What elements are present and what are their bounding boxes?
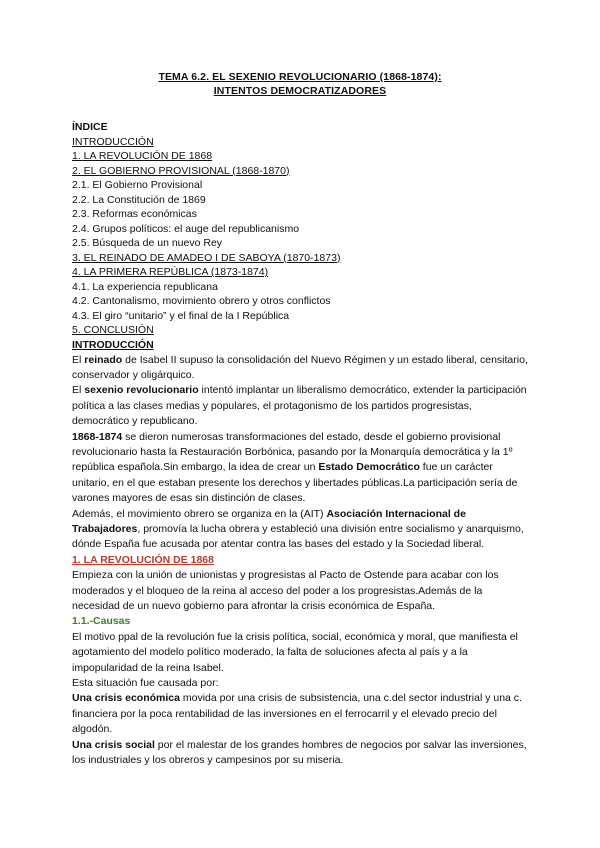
toc-item[interactable]: INTRODUCCIÓN xyxy=(72,135,154,148)
section-1-paragraph-1: Empieza con la unión de unionistas y progresistas al Pacto de Ostende para acabar con los moderados y el bloqueo de la reina al acceso del poder a los progresistas.Además de la necesidad de un nuevo gobierno para afrontar la crisis económica de España. xyxy=(72,569,499,612)
toc-item[interactable]: 2.5. Búsqueda de un nuevo Rey xyxy=(72,237,223,249)
index-heading: ÍNDICE xyxy=(72,121,108,133)
economic-crisis-paragraph: Una crisis económica movida por una crisis de subsistencia, una c.del sector industrial y una c. financiera por la poca rentabilidad de las inversiones en el ferrocarril y el elevado precio del algodón. xyxy=(72,692,522,736)
toc-item[interactable]: 2.1. El Gobierno Provisional xyxy=(72,179,203,191)
causes-paragraph-1: El motivo ppal de la revolución fue la crisis política, social, económica y moral, que manifiesta el agotamiento del modelo político moderado, la falta de soluciones afecta al país y a la impopularidad de la reina Isabel. xyxy=(72,630,518,674)
section-1-heading: 1. LA REVOLUCIÓN DE 1868 xyxy=(72,553,214,566)
toc-item[interactable]: 2.2. La Constitución de 1869 xyxy=(72,193,206,206)
intro-paragraph-4: Además, el movimiento obrero se organiza en la (AIT) Asociación Internacional de Trabajadores, promovía la lucha obrera y estableció una división entre socialismo y anarquismo, dónde España fue acusada por atentar contra las bases del estado y la Sociedad liberal. xyxy=(72,507,524,551)
toc-item[interactable]: 4.2. Cantonalismo, movimiento obrero y otros conflictos xyxy=(72,295,331,307)
intro-paragraph-2: El sexenio revolucionario intentó implantar un liberalismo democrático, extender la participación política a las clases medias y populares, el protagonismo de los partidos progresistas, democrático y republicano. xyxy=(72,384,527,428)
intro-heading: INTRODUCCIÓN xyxy=(72,338,154,351)
toc-item[interactable]: 5. CONCLUSIÓN xyxy=(72,324,154,336)
toc-item[interactable]: 2.4. Grupos políticos: el auge del republicanismo xyxy=(72,222,300,235)
intro-paragraph-1: El reinado de Isabel II supuso la consolidación del Nuevo Régimen y un estado liberal, censitario, conservador y oligárquico. xyxy=(72,353,528,381)
table-of-contents xyxy=(72,135,528,338)
toc-item[interactable]: 2.3. Reformas económicas xyxy=(72,208,197,220)
toc-item[interactable]: 3. EL REINADO DE AMADEO I DE SABOYA (1870-1873) xyxy=(72,251,341,264)
title-line-2: INTENTOS DEMOCRATIZADORES xyxy=(213,85,387,97)
toc-item[interactable]: 4.3. El giro “unitario” y el final de la I República xyxy=(72,309,290,322)
causes-paragraph-2: Esta situación fue causada por: xyxy=(72,677,219,690)
title-line-1: TEMA 6.2. EL SEXENIO REVOLUCIONARIO (1868-1874): xyxy=(158,71,442,83)
toc-item[interactable]: 4. LA PRIMERA REPÚBLICA (1873-1874) xyxy=(72,266,269,278)
intro-paragraph-3: 1868-1874 se dieron numerosas transformaciones del estado, desde el gobierno provisional revolucionario hasta la Restauración Borbónica, pasando por la Monarquía democrática y la 1º república española.Sin embargo, la idea de crear un Estado Democrático fue un carácter unitario, en el que estaban presente los derechos y libertades públicas.La participación sería de varones mayores de esas sin distinción de clases. xyxy=(72,430,518,505)
document-title xyxy=(72,70,528,98)
social-crisis-paragraph: Una crisis social por el malestar de los grandes hombres de negocios por salvar las inversiones, los industriales y los obreros y campesinos por su miseria. xyxy=(72,738,527,767)
toc-item[interactable]: 1. LA REVOLUCIÓN DE 1868 xyxy=(72,150,213,162)
causes-subheading: 1.1.-Causas xyxy=(72,615,131,628)
document-page xyxy=(72,70,528,768)
toc-item[interactable]: 2. EL GOBIERNO PROVISIONAL (1868-1870) xyxy=(72,164,290,177)
toc-item[interactable]: 4.1. La experiencia republicana xyxy=(72,280,218,293)
